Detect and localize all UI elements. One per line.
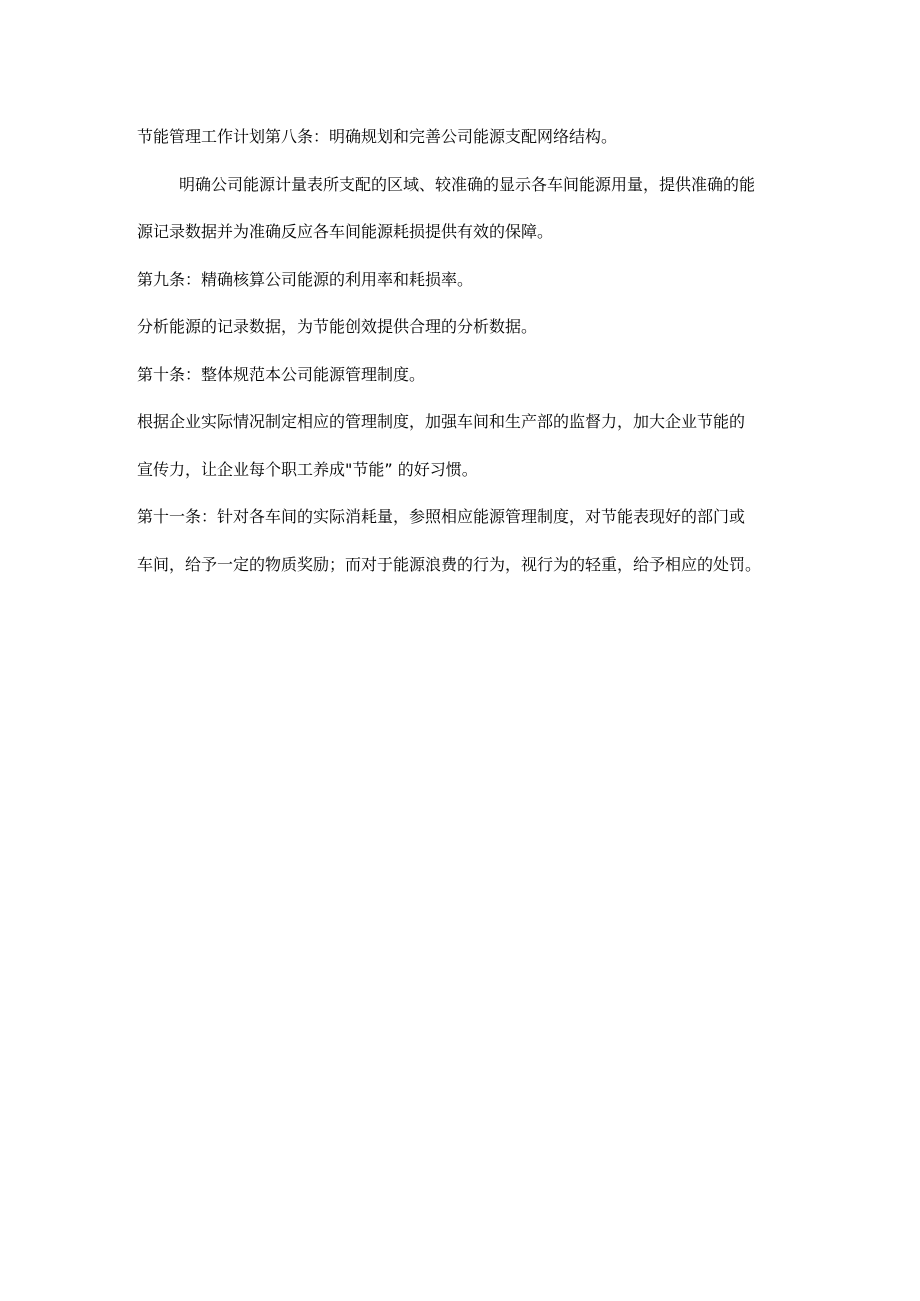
article-8-body-line-2: 源记录数据并为准确反应各车间能源耗损提供有效的保障。: [137, 222, 554, 241]
document-body: [137, 122, 797, 597]
article-11-line-2: 车间，给予一定的物质奖励；而对于能源浪费的行为，视行为的轻重，给予相应的处罚。: [137, 554, 762, 574]
article-10-heading: 第十条：整体规范本公司能源管理制度。: [137, 364, 426, 384]
article-9-body: 分析能源的记录数据，为节能创效提供合理的分析数据。: [137, 317, 538, 336]
article-9-heading: 第九条：精确核算公司能源的利用率和耗损率。: [137, 269, 474, 289]
article-8-heading: 节能管理工作计划第八条：明确规划和完善公司能源支配网络结构。: [137, 127, 618, 146]
article-10-body-line-2: 宣传力，让企业每个职工养成"节能” 的好习惯。: [137, 459, 478, 479]
article-11-line-1: 第十一条：针对各车间的实际消耗量，参照相应能源管理制度，对节能表现好的部门或: [137, 507, 746, 526]
article-10-body-line-1: 根据企业实际情况制定相应的管理制度，加强车间和生产部的监督力，加大企业节能的: [137, 412, 746, 431]
article-8-body-line-1: 明确公司能源计量表所支配的区域、较准确的显示各车间能源用量，提供准确的能: [179, 174, 756, 194]
